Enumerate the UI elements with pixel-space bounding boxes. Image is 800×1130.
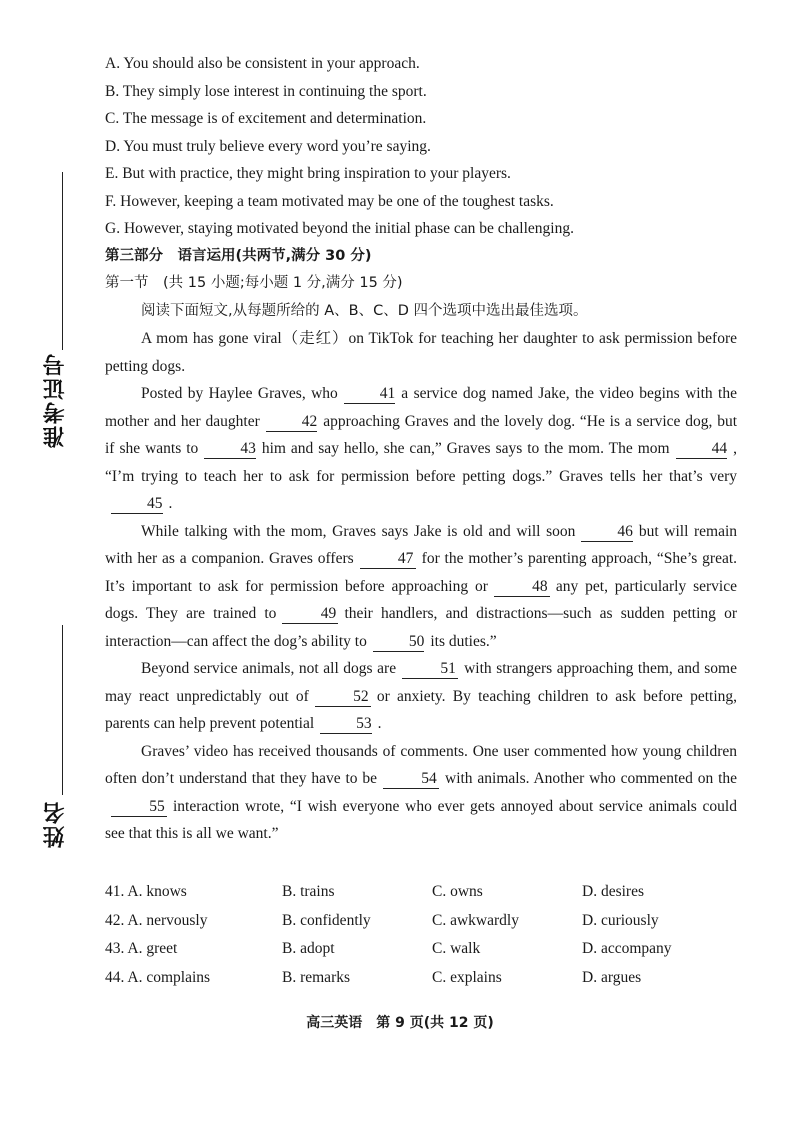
option-b: B. They simply lose interest in continuing the sport. bbox=[105, 82, 427, 100]
choice-d: D. accompany bbox=[582, 940, 672, 957]
blank-49: 49 bbox=[282, 605, 338, 624]
passage-paragraph-2 bbox=[105, 380, 737, 518]
blank-43: 43 bbox=[204, 440, 256, 459]
choice-a: 43. A. greet bbox=[105, 940, 178, 957]
passage-text: with strangers approaching them, and some may react unpredictably out of bbox=[105, 660, 737, 705]
name-label: 姓名 bbox=[43, 800, 68, 848]
question-41 bbox=[105, 878, 745, 907]
choice-a: 44. A. complains bbox=[105, 968, 211, 986]
passage-text: him and say hello, she can,” Graves says to the mom. The mom bbox=[261, 440, 670, 457]
part-title: 第三部分 语言运用(共两节,满分 30 分) bbox=[105, 247, 372, 264]
choice-d: D. curiously bbox=[582, 911, 659, 929]
passage-paragraph-1 bbox=[105, 325, 737, 380]
blank-53: 53 bbox=[320, 715, 372, 734]
option-d: D. You must truly believe every word you’re saying. bbox=[105, 137, 431, 155]
question-42 bbox=[105, 907, 745, 936]
passage-text: with animals. Another who commented on the bbox=[445, 770, 738, 787]
passage-text: Beyond service animals, not all dogs are bbox=[141, 660, 397, 677]
option-f: F. However, keeping a team motivated may be one of the toughest tasks. bbox=[105, 192, 554, 210]
page-footer: 高三英语 第 9 页(共 12 页) bbox=[306, 1015, 494, 1031]
choice-a: 42. A. nervously bbox=[105, 911, 208, 929]
blank-52: 52 bbox=[315, 688, 371, 707]
passage-text: a service dog named Jake, the video begins with the mother and her daughter bbox=[105, 385, 737, 430]
blank-50: 50 bbox=[373, 633, 425, 652]
passage-text: approaching Graves and the lovely dog. “He is a service dog, but if she wants to bbox=[105, 412, 737, 457]
passage-text: for the mother’s parenting approach, “She’s great. It’s important to ask for permission before approaching or bbox=[105, 550, 738, 595]
option-g: G. However, staying motivated beyond the initial phase can be challenging. bbox=[105, 220, 574, 237]
exam-number-label: 准考证号 bbox=[43, 352, 68, 448]
passage-text: , “I’m trying to teach her to ask for permission before petting dogs.” Graves tells her that’s very bbox=[105, 440, 737, 485]
passage-text: but will remain with her as a companion. Graves offers bbox=[105, 522, 738, 567]
exam-number-line bbox=[62, 180, 63, 350]
choice-c: C. awkwardly bbox=[432, 911, 519, 929]
passage-text: A mom has gone viral（走红）on TikTok for teaching her daughter to ask permission before petting dogs. bbox=[105, 330, 737, 375]
page-content bbox=[105, 50, 737, 848]
blank-48: 48 bbox=[494, 578, 550, 597]
choice-d: D. desires bbox=[582, 883, 644, 900]
passage-text: While talking with the mom, Graves says Jake is old and will soon bbox=[141, 522, 576, 540]
question-43 bbox=[105, 935, 745, 964]
passage-text: any pet, particularly service dogs. They are trained to bbox=[105, 577, 737, 622]
choice-b: B. confidently bbox=[282, 911, 371, 929]
passage-paragraph-4 bbox=[105, 655, 737, 738]
question-44 bbox=[105, 964, 745, 993]
sub-title: 第一节 (共 15 小题;每小题 1 分,满分 15 分) bbox=[105, 275, 403, 291]
blank-55: 55 bbox=[111, 798, 167, 817]
passage-text: its duties.” bbox=[430, 632, 497, 650]
choice-a: 41. A. knows bbox=[105, 883, 187, 900]
passage-text: Posted by Haylee Graves, who bbox=[141, 385, 338, 402]
passage-text: or anxiety. By teaching children to ask before petting, parents can help prevent potential bbox=[105, 687, 737, 732]
passage-text: their handlers, and distractions—such as sudden petting or interaction—can affect the dog’s ability to bbox=[105, 605, 737, 650]
passage-text: interaction wrote, “I wish everyone who ever gets annoyed about service animals could see that this is all we want.” bbox=[105, 797, 737, 842]
choice-c: C. explains bbox=[432, 968, 502, 986]
instruction: 阅读下面短文,从每题所给的 A、B、C、D 四个选项中选出最佳选项。 bbox=[141, 302, 588, 319]
choice-b: B. remarks bbox=[282, 968, 351, 986]
blank-51: 51 bbox=[402, 660, 458, 679]
passage-paragraph-5 bbox=[105, 738, 737, 848]
passage-text: . bbox=[377, 715, 382, 732]
choice-c: C. owns bbox=[432, 883, 483, 900]
passage-text: Graves’ video has received thousands of comments. One user commented how young children often don’t understand that they have to be bbox=[105, 742, 737, 787]
passage-paragraph-3 bbox=[105, 518, 737, 656]
choice-d: D. argues bbox=[582, 968, 642, 986]
option-c: C. The message is of excitement and determination. bbox=[105, 110, 427, 127]
name-line bbox=[62, 625, 63, 795]
choice-b: B. adopt bbox=[282, 940, 335, 957]
blank-42: 42 bbox=[266, 413, 318, 432]
answer-choices bbox=[105, 878, 745, 992]
choice-b: B. trains bbox=[282, 883, 335, 900]
choice-c: C. walk bbox=[432, 940, 481, 957]
blank-47: 47 bbox=[360, 550, 416, 569]
option-e: E. But with practice, they might bring inspiration to your players. bbox=[105, 165, 511, 182]
blank-44: 44 bbox=[676, 440, 728, 459]
blank-45: 45 bbox=[111, 495, 163, 514]
blank-41: 41 bbox=[344, 385, 396, 404]
blank-46: 46 bbox=[581, 523, 633, 542]
passage-text: . bbox=[168, 495, 173, 512]
option-a: A. You should also be consistent in your approach. bbox=[105, 55, 420, 72]
blank-54: 54 bbox=[383, 770, 439, 789]
